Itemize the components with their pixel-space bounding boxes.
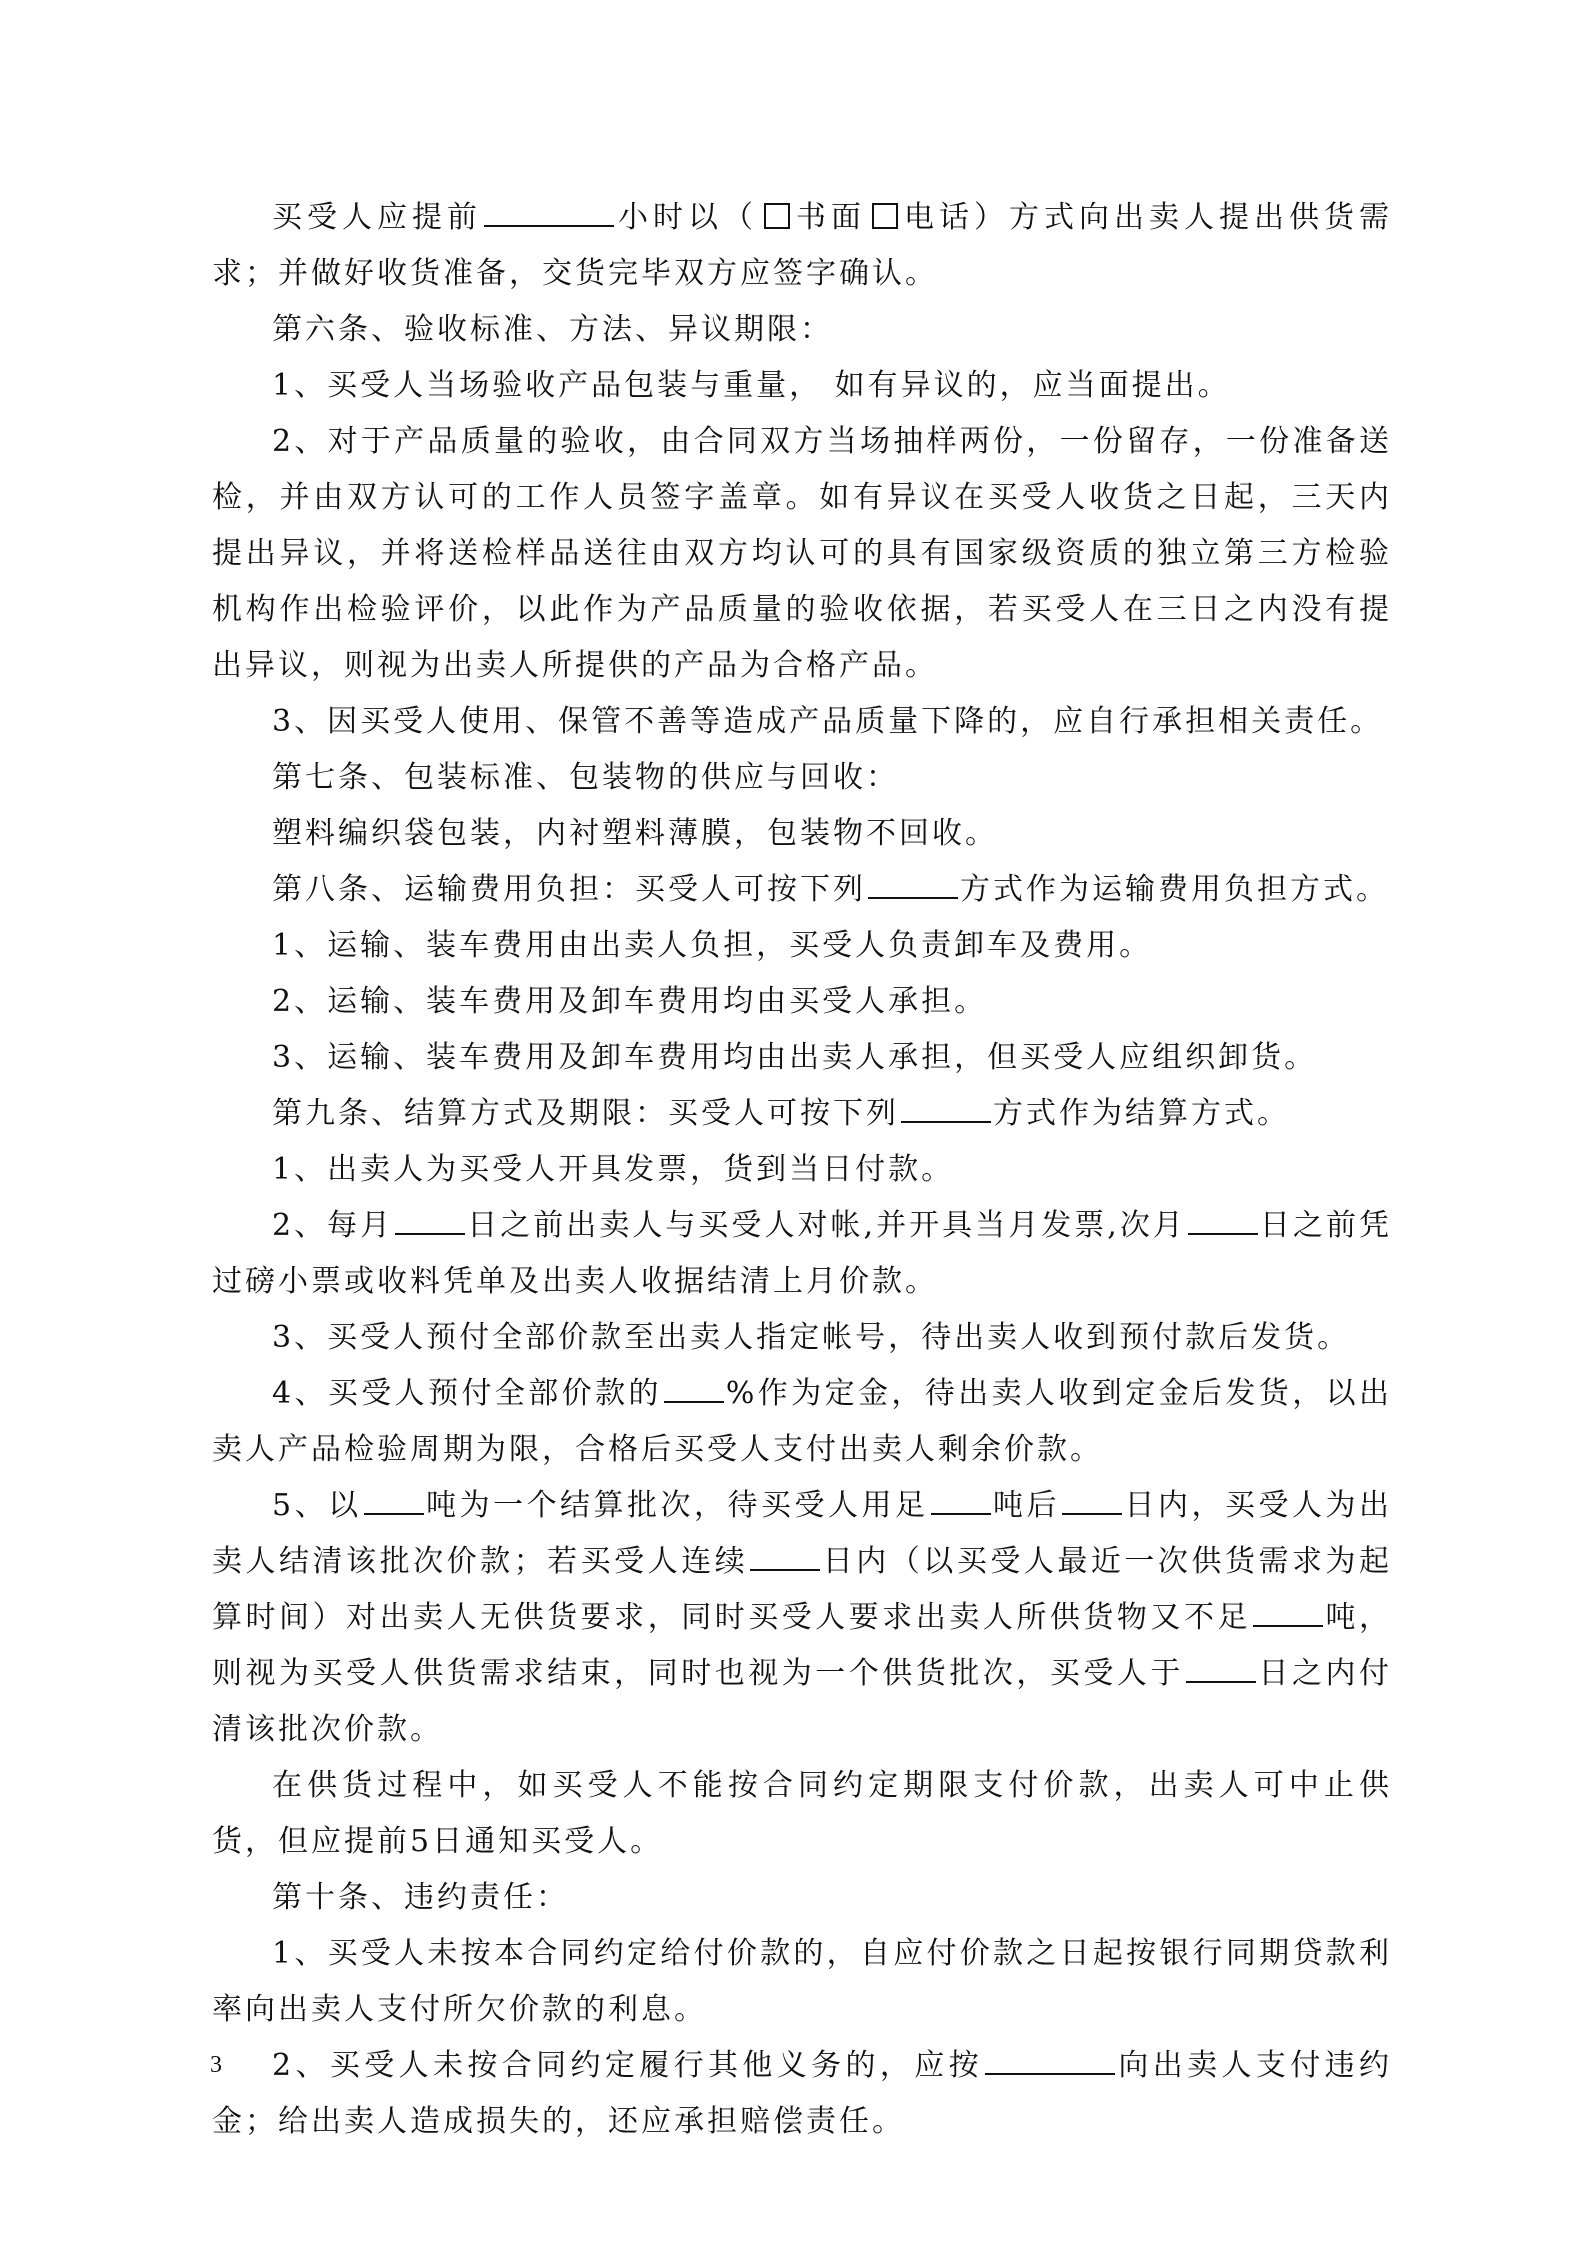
blank-days-within[interactable]: [1062, 1483, 1122, 1515]
article-8-item-1: 1、运输、装车费用由出卖人负担，买受人负责卸车及费用。: [272, 928, 1153, 963]
article-9-item-2: [212, 1198, 1392, 1310]
blank-payment-days[interactable]: [1186, 1651, 1256, 1683]
blank-insufficient-tons[interactable]: [1253, 1595, 1323, 1627]
article-7-body: 塑料编织袋包装，内衬塑料薄膜，包装物不回收。: [272, 816, 998, 851]
article-6-item-3: 3、因买受人使用、保管不善等造成产品质量下降的，应自行承担相关责任。: [272, 704, 1384, 739]
checkbox-phone[interactable]: [872, 203, 898, 229]
article-9-item-5: [212, 1478, 1392, 1758]
blank-batch-tons[interactable]: [364, 1483, 424, 1515]
text: 日内（以买受人最近一次供货需求为起算时间）对出卖人无供货要求，同时买受人要求出卖人所供货物又不足: [212, 1544, 1393, 1635]
text: 小时以（: [616, 200, 758, 235]
text: 方式作为结算方式。: [993, 1096, 1290, 1131]
blank-next-month-day[interactable]: [1188, 1203, 1258, 1235]
article-8-item-3: 3、运输、装车费用及卸车费用均由出卖人承担，但买受人应组织卸货。: [272, 1040, 1318, 1075]
article-9-heading: [212, 1086, 1392, 1142]
text: %作为定金，待出卖人收到定金后发货，以出卖人产品检验周期为限，合格后买受人支付出卖人剩余价款。: [212, 1376, 1392, 1467]
text: 4、买受人预付全部价款的: [272, 1376, 662, 1411]
article-6-heading: 第六条、验收标准、方法、异议期限：: [272, 312, 833, 347]
blank-penalty[interactable]: [985, 2043, 1115, 2075]
text: 2、买受人未按合同约定履行其他义务的，应按: [272, 2048, 983, 2083]
text: 吨为一个结算批次，待买受人用足: [425, 1488, 929, 1523]
article-10-item-1: 1、买受人未按本合同约定给付价款的，自应付价款之日起按银行同期贷款利率向出卖人支付所欠价款的利息。: [212, 1936, 1392, 2027]
text: 5、以: [272, 1488, 362, 1523]
blank-transport-option[interactable]: [868, 867, 958, 899]
text: 第九条、结算方式及期限：买受人可按下列: [272, 1096, 899, 1131]
article-10-heading: 第十条、违约责任：: [272, 1880, 569, 1915]
blank-hours[interactable]: [484, 195, 614, 227]
blank-deposit-percent[interactable]: [664, 1371, 724, 1403]
option-phone-label: 电话）方式向出卖人提出供货需求；并做好收货准备，交货完毕双方应签字确认。: [212, 200, 1392, 291]
blank-monthly-day[interactable]: [395, 1203, 465, 1235]
article-6-item-1: 1、买受人当场验收产品包装与重量， 如有异议的，应当面提出。: [272, 368, 1231, 403]
blank-consecutive-days[interactable]: [750, 1539, 820, 1571]
text: 方式作为运输费用负担方式。: [960, 872, 1389, 907]
article-6-item-2: 2、对于产品质量的验收，由合同双方当场抽样两份，一份留存，一份准备送检，并由双方认可的工作人员签字盖章。如有异议在买受人收货之日起，三天内提出异议，并将送检样品送往由双方均认可的具有国家级资质的独立第三方检验机构作出检验评价，以此作为产品质量的验收依据，若买受人在三日之内没有提出异议，则视为出卖人所提供的产品为合格产品。: [212, 424, 1392, 683]
blank-used-tons[interactable]: [931, 1483, 991, 1515]
document-body: [212, 190, 1392, 2150]
text: 向出卖人支付违约金；给出卖人造成损失的，还应承担赔偿责任。: [212, 2048, 1392, 2139]
article-9-item-3: 3、买受人预付全部价款至出卖人指定帐号，待出卖人收到预付款后发货。: [272, 1320, 1351, 1355]
text: 日内，买受人为出卖人结清该批次价款；若买受人连续: [212, 1488, 1393, 1579]
text: 吨后: [992, 1488, 1061, 1523]
text: 吨，则视为买受人供货需求结束，同时也视为一个供货批次，买受人于: [212, 1600, 1392, 1691]
text: 日之前出卖人与买受人对帐,并开具当月发票,次月: [467, 1208, 1186, 1243]
text: 日之内付清该批次价款。: [212, 1656, 1393, 1747]
article-9-item-1: 1、出卖人为买受人开具发票，货到当日付款。: [272, 1152, 955, 1187]
checkbox-written[interactable]: [764, 203, 790, 229]
text: 2、每月: [272, 1208, 394, 1243]
paragraph-supply-request: [212, 190, 1392, 302]
article-8-item-2: 2、运输、装车费用及卸车费用均由买受人承担。: [272, 984, 988, 1019]
text: 日之前凭过磅小票或收料凭单及出卖人收据结清上月价款。: [212, 1208, 1393, 1299]
page-number: 3: [210, 2052, 222, 2078]
blank-settlement-option[interactable]: [901, 1091, 991, 1123]
article-8-heading: [212, 862, 1392, 918]
article-10-item-2: [212, 2038, 1392, 2150]
text: 第八条、运输费用负担：买受人可按下列: [272, 872, 866, 907]
text: 买受人应提前: [272, 200, 482, 235]
option-written-label: 书面: [794, 200, 866, 235]
supply-suspension-clause: 在供货过程中，如买受人不能按合同约定期限支付价款，出卖人可中止供货，但应提前5日通知买受人。: [212, 1768, 1392, 1859]
article-9-item-4: [212, 1366, 1392, 1478]
article-7-heading: 第七条、包装标准、包装物的供应与回收：: [272, 760, 899, 795]
